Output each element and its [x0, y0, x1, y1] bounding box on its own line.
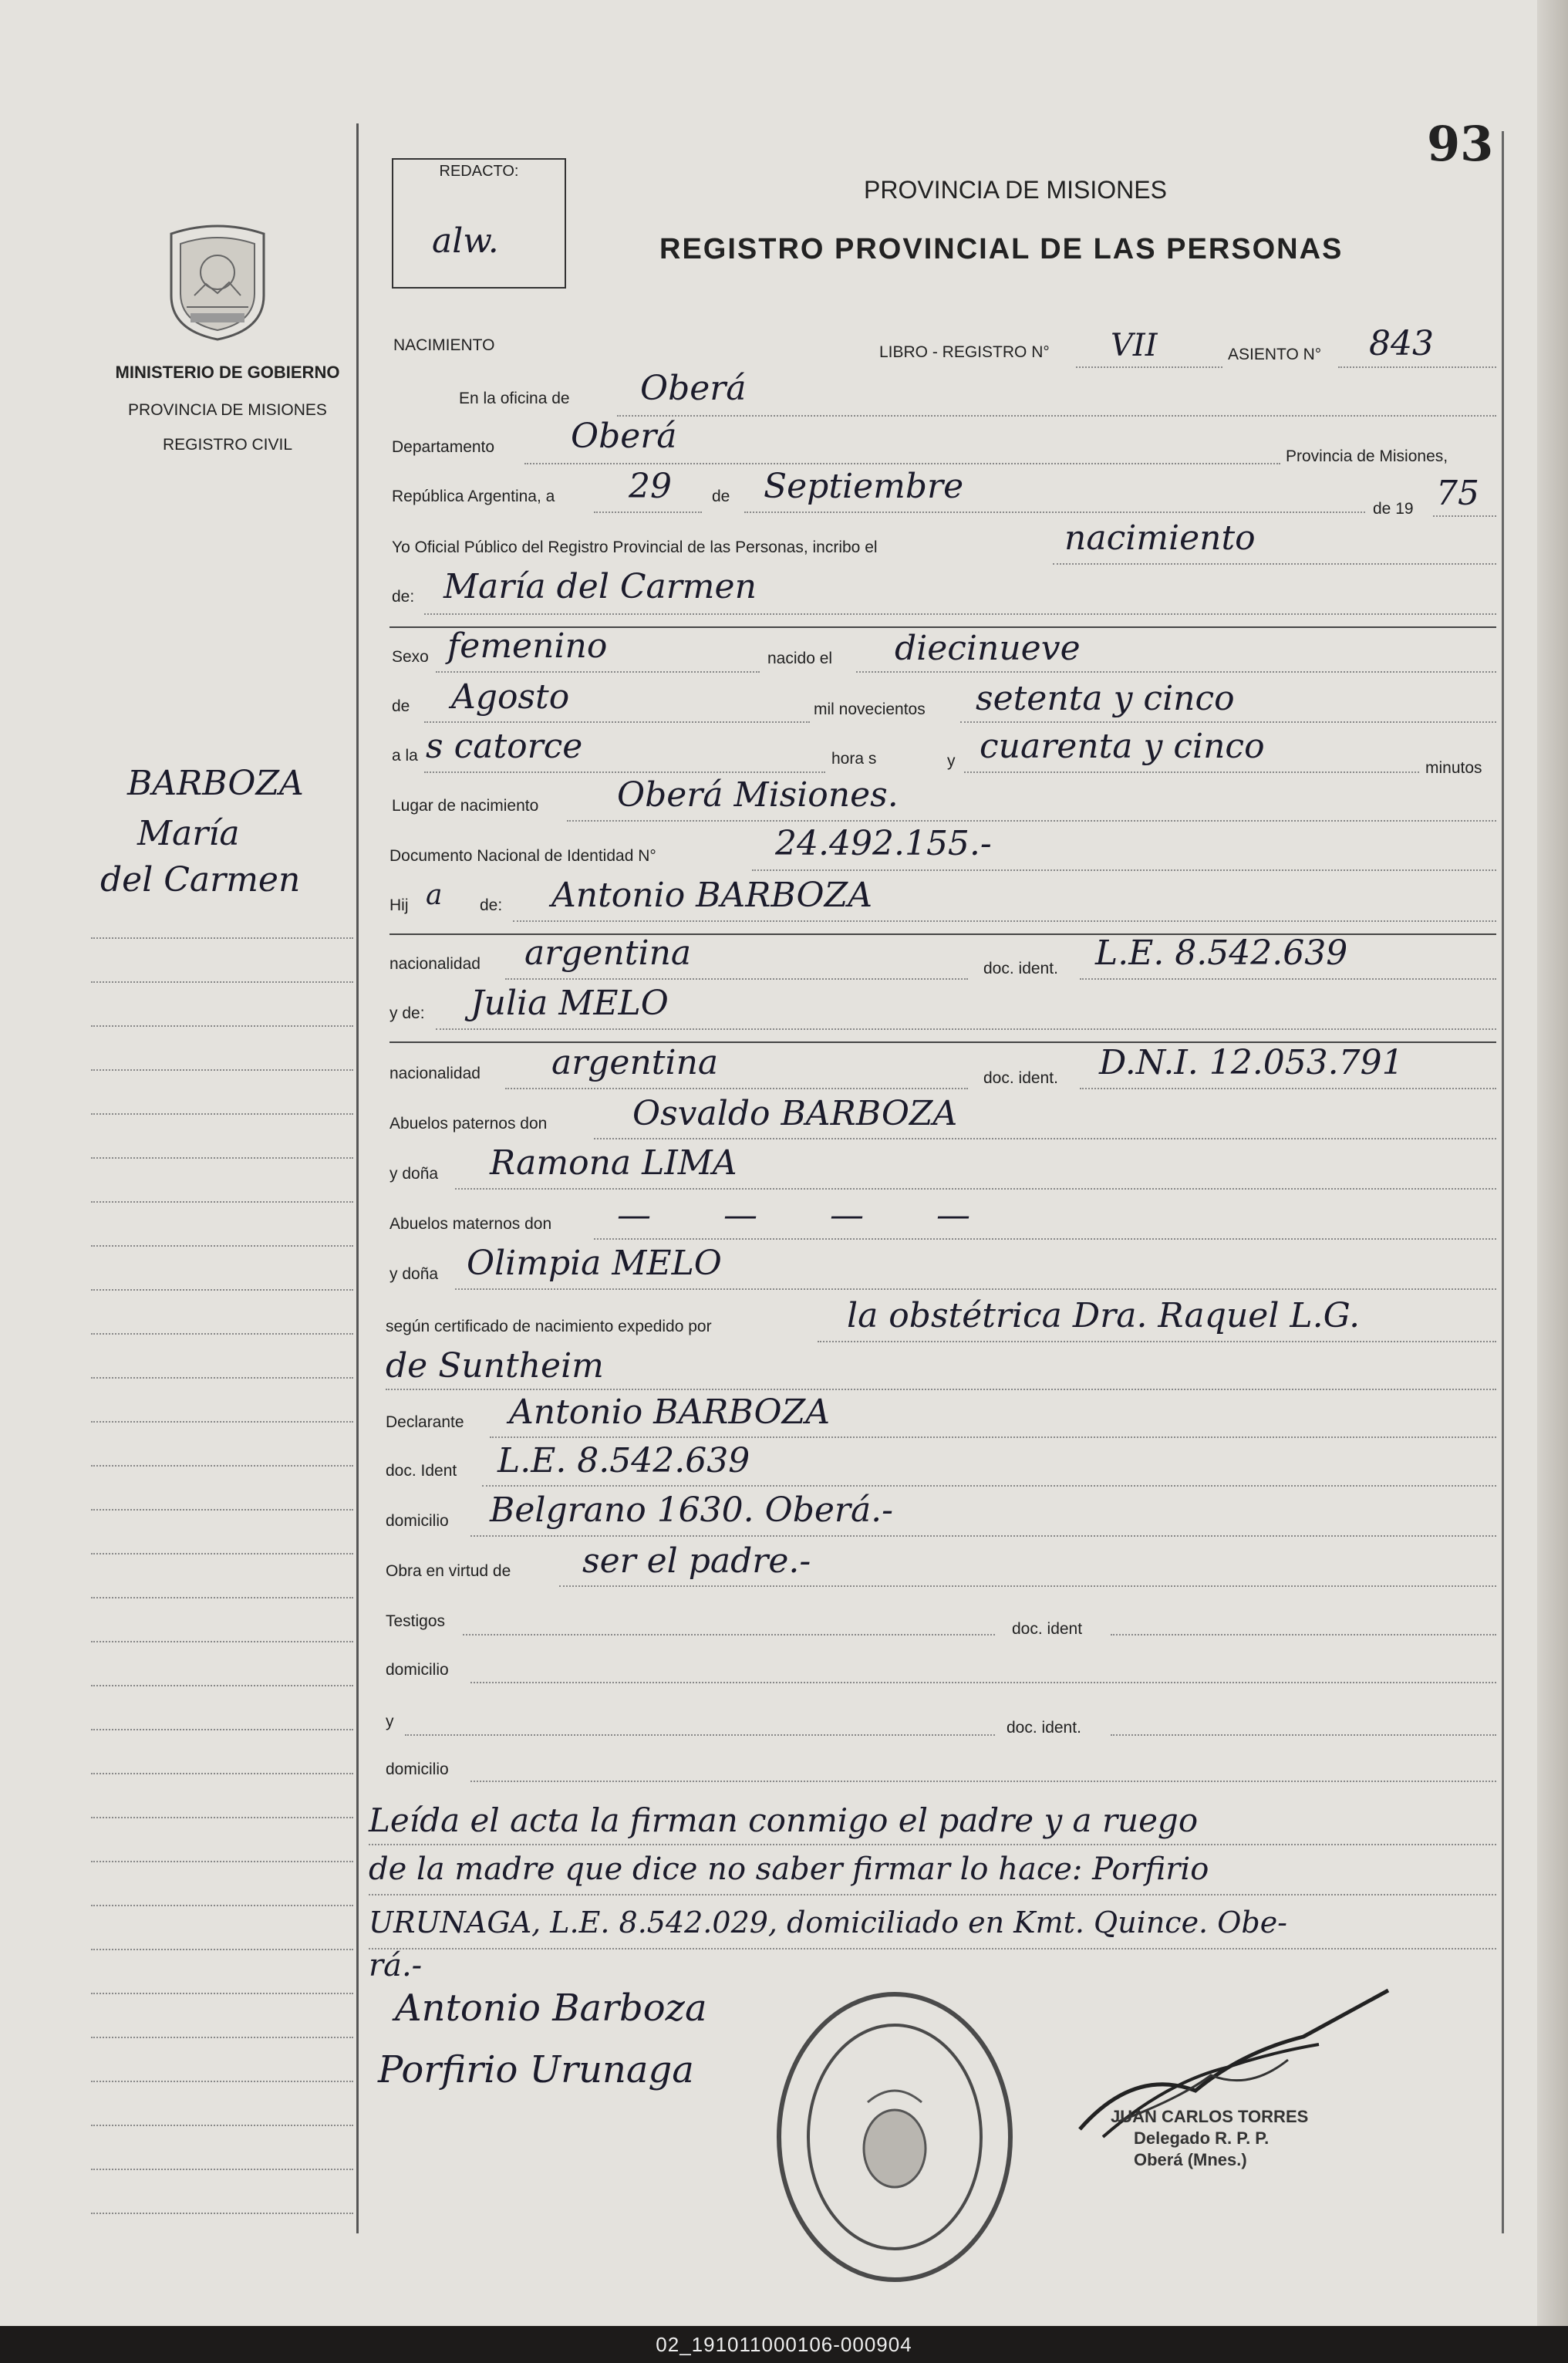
- alas-label: a la: [392, 747, 418, 765]
- domicilio-label-2: domicilio: [386, 1661, 449, 1679]
- right-border-line: [1502, 131, 1504, 2233]
- minutos-value: cuarenta y cinco: [980, 727, 1265, 766]
- y-dona-value-2: Olimpia MELO: [467, 1244, 722, 1283]
- signature-porfirio-urunaga: Porfirio Urunaga: [378, 2048, 694, 2091]
- dni-label: Documento Nacional de Identidad N°: [389, 847, 656, 865]
- testigos-label: Testigos: [386, 1612, 446, 1630]
- official-name-block: [1111, 2106, 1308, 2171]
- ministry-label: MINISTERIO DE GOBIERNO: [115, 363, 340, 382]
- doc-ident-value-3: L.E. 8.542.639: [497, 1441, 750, 1480]
- closing-line-3: URUNAGA, L.E. 8.542.029, domiciliado en Kmt. Quince. Obe-: [369, 1906, 1288, 1939]
- libro-value: VII: [1111, 328, 1158, 363]
- lugar-value: Oberá Misiones.: [617, 775, 899, 815]
- de19-label: de 19: [1373, 500, 1414, 518]
- nacido-label: nacido el: [767, 650, 833, 667]
- y-dona-label-2: y doña: [389, 1265, 439, 1283]
- province-header: PROVINCIA DE MISIONES: [864, 176, 1167, 204]
- minutos-label: minutos: [1425, 759, 1482, 777]
- doc-ident-label-1: doc. ident.: [983, 960, 1058, 977]
- dia-value: 29: [629, 467, 672, 506]
- abuelos-maternos-value: — — — —: [617, 1196, 1001, 1235]
- oficina-label: En la oficina de: [459, 390, 570, 407]
- civil-registry-label: REGISTRO CIVIL: [162, 436, 293, 454]
- closing-line-2: de la madre que dice no saber firmar lo hace: Porfirio: [369, 1852, 1209, 1887]
- asiento-label: ASIENTO N°: [1228, 346, 1322, 363]
- departamento-value: Oberá: [571, 417, 677, 456]
- padre-value: Antonio BARBOZA: [551, 876, 872, 915]
- doc-ident-label-4: doc. ident: [1012, 1620, 1083, 1638]
- de-label-1: de: [712, 488, 730, 505]
- y-dona-label-1: y doña: [389, 1165, 439, 1183]
- declarante-value: Antonio BARBOZA: [509, 1392, 830, 1432]
- oficial-value: nacimiento: [1064, 518, 1256, 558]
- mil-value: setenta y cinco: [976, 679, 1235, 718]
- oficial-label: Yo Oficial Público del Registro Provincial de las Personas, incribo el: [392, 538, 878, 556]
- republica-label: República Argentina, a: [392, 488, 555, 505]
- hij-suffix: a: [426, 879, 443, 911]
- domicilio-label-3: domicilio: [386, 1760, 449, 1778]
- mes-value: Septiembre: [764, 467, 964, 506]
- binding-spine: [1537, 0, 1568, 2326]
- coat-of-arms-icon: [164, 222, 271, 342]
- de-label-nombre: de:: [392, 588, 415, 606]
- nacionalidad-value-1: argentina: [524, 933, 692, 973]
- certificado-value-2: de Suntheim: [386, 1346, 604, 1386]
- hora-label: hora s: [831, 750, 877, 768]
- abuelos-paternos-label: Abuelos paternos don: [389, 1115, 548, 1133]
- redacto-label: REDACTO:: [439, 163, 519, 180]
- closing-line-4: rá.-: [369, 1948, 423, 1983]
- oficina-value: Oberá: [640, 369, 747, 408]
- margin-surname: BARBOZA: [127, 764, 304, 803]
- abuelos-paternos-value: Osvaldo BARBOZA: [632, 1094, 958, 1133]
- margin-name-second: del Carmen: [100, 860, 301, 900]
- official-location: Oberá (Mnes.): [1134, 2150, 1247, 2169]
- official-name: JUAN CARLOS TORRES: [1111, 2107, 1309, 2126]
- mes-nac-value: Agosto: [451, 677, 570, 717]
- de-label-3: de:: [480, 896, 503, 914]
- doc-ident-value-1: L.E. 8.542.639: [1095, 933, 1348, 973]
- sexo-label: Sexo: [392, 648, 429, 666]
- certificado-value: la obstétrica Dra. Raquel L.G.: [847, 1296, 1361, 1335]
- nacionalidad-value-2: argentina: [551, 1043, 719, 1082]
- province-label: PROVINCIA DE MISIONES: [128, 401, 327, 419]
- y-label: y: [947, 752, 956, 770]
- provincia-misiones-label: Provincia de Misiones,: [1286, 447, 1448, 465]
- alas-value: s catorce: [426, 727, 583, 766]
- doc-ident-value-2: D.N.I. 12.053.791: [1099, 1043, 1404, 1082]
- official-title: Delegado R. P. P.: [1134, 2128, 1270, 2148]
- nacionalidad-label-1: nacionalidad: [389, 955, 481, 973]
- redacto-value: alw.: [432, 221, 499, 261]
- certificado-label: según certificado de nacimiento expedido por: [386, 1318, 712, 1335]
- domicilio-label-1: domicilio: [386, 1512, 449, 1530]
- asiento-value: 843: [1369, 324, 1434, 363]
- official-stamp-icon: [771, 1987, 1018, 2287]
- domicilio-value-1: Belgrano 1630. Oberá.-: [490, 1490, 894, 1530]
- y-dona-value-1: Ramona LIMA: [490, 1143, 737, 1183]
- nacionalidad-label-2: nacionalidad: [389, 1065, 481, 1082]
- libro-label: LIBRO - REGISTRO N°: [879, 343, 1050, 361]
- closing-line-1: Leída el acta la firman conmigo el padre y a ruego: [369, 1801, 1199, 1839]
- doc-ident-label-3: doc. Ident: [386, 1462, 457, 1480]
- footer-id: 02_191011000106-000904: [0, 2326, 1568, 2363]
- y-de-label: y de:: [389, 1004, 425, 1022]
- page-number: 93: [1427, 116, 1494, 172]
- dni-value: 24.492.155.-: [775, 824, 992, 863]
- declarante-label: Declarante: [386, 1413, 464, 1431]
- y-label-2: y: [386, 1713, 394, 1730]
- de-label-2: de: [392, 697, 410, 715]
- departamento-label: Departamento: [392, 438, 495, 456]
- nacido-value: diecinueve: [895, 629, 1081, 668]
- sexo-value: femenino: [447, 626, 608, 666]
- nombre-value: María del Carmen: [443, 567, 757, 606]
- madre-value: Julia MELO: [470, 984, 669, 1023]
- doc-ident-label-5: doc. ident.: [1007, 1719, 1081, 1737]
- left-border-line: [356, 123, 359, 2233]
- anio-value: 75: [1436, 474, 1479, 513]
- mil-label: mil novecientos: [814, 700, 926, 718]
- lugar-label: Lugar de nacimiento: [392, 797, 539, 815]
- obra-value: ser el padre.-: [582, 1541, 811, 1581]
- hij-label: Hij: [389, 896, 409, 914]
- signature-antonio-barboza: Antonio Barboza: [395, 1987, 707, 2030]
- nacimiento-label: NACIMIENTO: [393, 336, 495, 354]
- doc-ident-label-2: doc. ident.: [983, 1069, 1058, 1087]
- abuelos-maternos-label: Abuelos maternos don: [389, 1215, 552, 1233]
- redacto-box: [392, 158, 566, 289]
- obra-label: Obra en virtud de: [386, 1562, 511, 1580]
- margin-name-first: María: [137, 814, 240, 853]
- registry-header: REGISTRO PROVINCIAL DE LAS PERSONAS: [659, 233, 1344, 265]
